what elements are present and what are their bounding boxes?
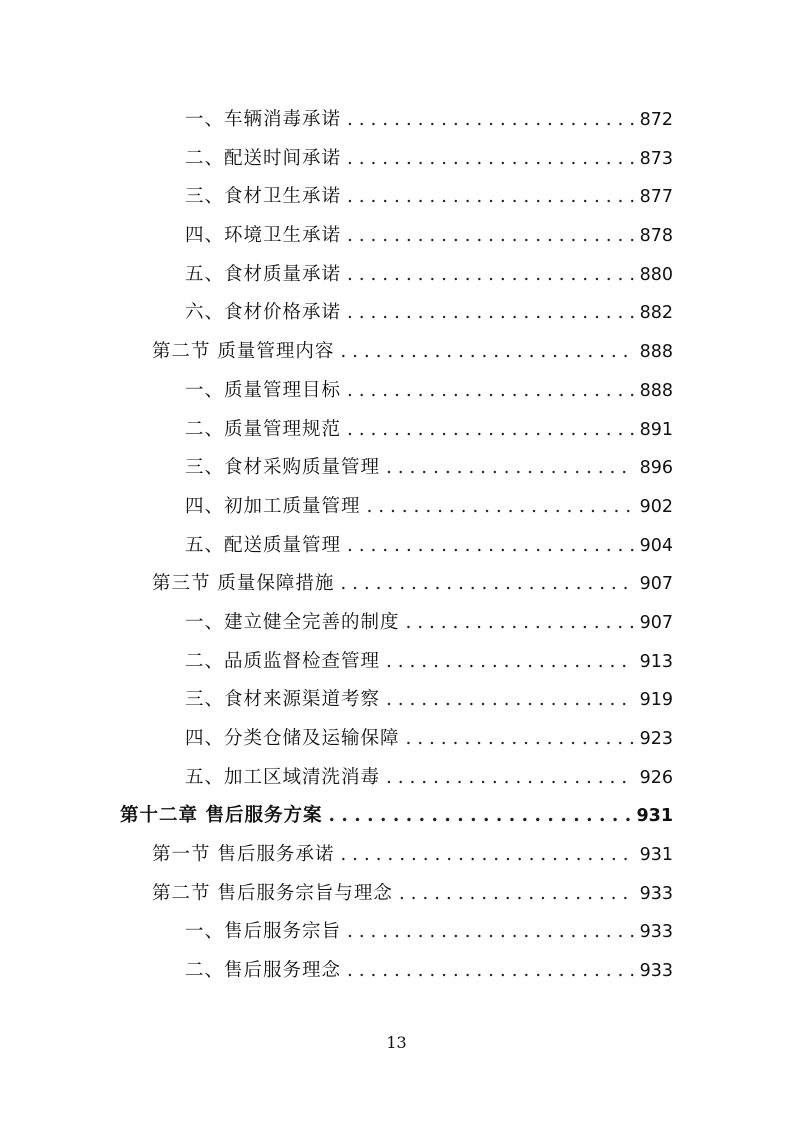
toc-entry-title: 三、食材卫生承诺 [185,186,342,208]
toc-entry-title: 三、食材采购质量管理 [185,457,381,479]
toc-dot-leader [347,178,634,217]
toc-dot-leader [386,643,634,682]
toc-entry-title: 一、建立健全完善的制度 [185,611,400,633]
toc-dot-leader [347,527,634,566]
toc-dot-leader [347,101,634,140]
toc-entry-title: 二、售后服务理念 [185,960,342,982]
toc-entry-title: 第二节 售后服务宗旨与理念 [152,882,393,904]
toc-entry-page: 933 [639,883,673,904]
toc-subsection-entry[interactable] [0,178,793,217]
toc-subsection-entry[interactable] [0,256,793,295]
toc-entry-page: 880 [639,264,673,285]
toc-dot-leader [347,294,634,333]
toc-entry-page: 891 [639,419,673,440]
toc-entry-page: 888 [639,380,673,401]
toc-subsection-entry[interactable] [0,411,793,450]
toc-section-entry[interactable] [0,875,793,914]
toc-entry-title: 四、分类仓储及运输保障 [185,728,400,749]
toc-entry-title: 第三节 质量保障措施 [152,573,335,595]
toc-dot-leader [386,681,634,720]
toc-entry-page: 882 [639,303,673,324]
toc-entry-page: 873 [639,148,673,169]
toc-subsection-entry[interactable] [0,913,793,952]
toc-subsection-entry[interactable] [0,294,793,333]
toc-dot-leader [399,875,634,914]
toc-entry-page: 933 [639,922,673,943]
toc-dot-leader [328,797,630,836]
toc-entry-page: 896 [639,458,673,479]
toc-chapter-entry[interactable] [0,797,793,836]
toc-subsection-entry[interactable] [0,372,793,411]
toc-subsection-entry[interactable] [0,527,793,566]
toc-dot-leader [340,836,633,875]
toc-dot-leader [347,952,634,991]
toc-entry-page: 926 [639,767,673,788]
toc-subsection-entry[interactable] [0,681,793,720]
toc-dot-leader [406,720,634,759]
toc-entry-title: 第二节 质量管理内容 [152,341,335,363]
toc-entry-title: 二、配送时间承诺 [185,147,342,169]
toc-entry-title: 一、质量管理目标 [185,379,342,401]
toc-entry-title: 四、初加工质量管理 [185,495,361,517]
toc-entry-title: 六、食材价格承诺 [185,302,342,324]
toc-dot-leader [347,372,634,411]
toc-entry-title: 五、加工区域清洗消毒 [185,766,381,788]
toc-dot-leader [406,604,634,643]
toc-entry-page: 878 [639,226,673,247]
toc-subsection-entry[interactable] [0,488,793,527]
toc-dot-leader [347,217,634,256]
toc-entry-page: 877 [639,187,673,208]
toc-dot-leader [347,256,634,295]
toc-entry-page: 931 [636,806,673,827]
toc-subsection-entry[interactable] [0,759,793,798]
toc-entry-title: 第一节 售后服务承诺 [152,844,335,866]
toc-entry-title: 第十二章 售后服务方案 [120,805,323,827]
table-of-contents [0,101,793,991]
toc-entry-title: 五、食材质量承诺 [185,263,342,285]
toc-entry-title: 三、食材来源渠道考察 [185,689,381,711]
toc-entry-page: 872 [639,110,673,130]
toc-section-entry[interactable] [0,836,793,875]
toc-entry-page: 919 [639,690,673,711]
toc-entry-page: 888 [639,342,673,363]
page-number: 13 [386,1033,407,1052]
toc-entry-page: 904 [639,535,673,556]
toc-section-entry[interactable] [0,333,793,372]
toc-dot-leader [347,411,634,450]
toc-entry-title: 五、配送质量管理 [185,534,342,556]
toc-dot-leader [340,333,633,372]
toc-entry-title: 二、质量管理规范 [185,418,342,440]
toc-subsection-entry[interactable] [0,720,793,759]
toc-dot-leader [340,565,633,604]
toc-dot-leader [367,488,634,527]
toc-subsection-entry[interactable] [0,101,793,140]
toc-subsection-entry[interactable] [0,643,793,682]
toc-subsection-entry[interactable] [0,140,793,179]
toc-dot-leader [347,140,634,179]
toc-subsection-entry[interactable] [0,449,793,488]
toc-entry-title: 二、品质监督检查管理 [185,650,381,672]
toc-entry-title: 一、车辆消毒承诺 [185,109,342,130]
toc-subsection-entry[interactable] [0,217,793,256]
toc-entry-page: 933 [639,961,673,982]
toc-dot-leader [386,449,634,488]
toc-entry-page: 913 [639,651,673,672]
toc-subsection-entry[interactable] [0,604,793,643]
toc-section-entry[interactable] [0,565,793,604]
toc-dot-leader [347,913,634,952]
toc-entry-title: 四、环境卫生承诺 [185,225,342,247]
toc-dot-leader [386,759,634,798]
toc-entry-page: 902 [639,496,673,517]
toc-entry-title: 一、售后服务宗旨 [185,921,342,943]
toc-entry-page: 931 [639,845,673,866]
toc-subsection-entry[interactable] [0,952,793,991]
toc-entry-page: 907 [639,574,673,595]
toc-entry-page: 923 [639,729,673,749]
toc-entry-page: 907 [639,612,673,633]
